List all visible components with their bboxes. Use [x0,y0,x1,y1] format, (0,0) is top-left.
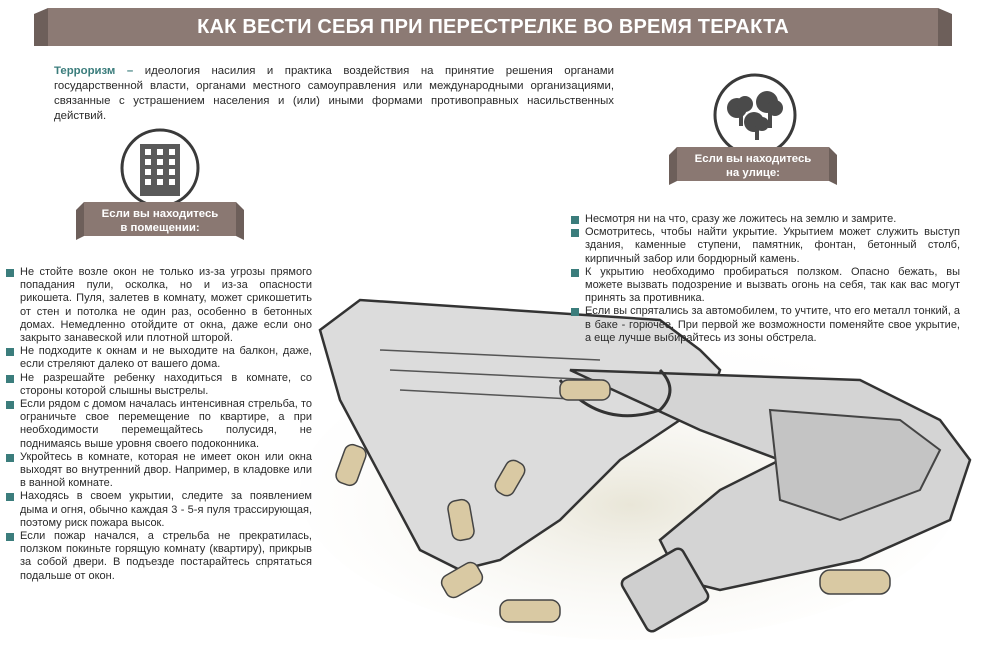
list-item: Несмотря ни на что, сразу же ложитесь на землю и замрите. [571,213,960,226]
list-item: Осмотритесь, чтобы найти укрытие. Укрытием может служить выступ здания, каменные ступени, памятник, фонтан, бетонный столб, кирпичный забор или бордюрный камень. [571,226,960,266]
outdoor-ribbon [669,147,837,185]
bullet-square-icon [6,401,14,409]
terrorism-definition [54,64,614,124]
indoor-label-line2: в помещении: [120,222,200,234]
list-item: К укрытию необходимо пробираться ползком. Опасно бежать, вы можете вызвать подозрение и вызвать огонь на себя, так как вас могут принять за противника. [571,266,960,306]
outdoor-label-line2: на улице: [726,167,780,179]
list-item: Если вы спрятались за автомобилем, то учтите, что его металл тонкий, а в баке - горючее. При первой же возможности поменяйте свое укрытие, а еще лучше выбирайтесь из зоны обстрела. [571,305,960,345]
bullet-square-icon [6,348,14,356]
trees-icon [712,72,798,158]
bullet-square-icon [571,308,579,316]
bullet-square-icon [6,375,14,383]
bullet-square-icon [6,454,14,462]
bullet-square-icon [6,493,14,501]
definition-text: идеология насилия и практика воздействия на принятие решения органами государственной власти, органами местного самоуправления или международными организациями, связанные с устрашением населения и (или) иными формами противоправных насильственных действий. [54,65,614,122]
list-item: Не разрешайте ребенку находиться в комнате, со стороны которой слышны выстрелы. [6,372,312,398]
bullet-square-icon [571,216,579,224]
list-item: Не стойте возле окон не только из-за угрозы прямого попадания пули, осколка, но и из-за опасности рикошета. Пуля, залетев в комнату, может срикошетить от стен и потолка не один раз, особенно в бетонных домах. Немедленно отойдите от окна, даже если оно закрыто занавеской или плотной шторой. [6,266,312,345]
list-item: Не подходите к окнам и не выходите на балкон, даже, если стреляют далеко от вашего дома. [6,345,312,371]
bullet-square-icon [571,269,579,277]
list-item: Если пожар начался, а стрельба не прекратилась, ползком покиньте горящую комнату (квартиру), прикрыв за собой двери. В подъезде постарайтесь спрятаться подальше от окон. [6,530,312,583]
list-item: Находясь в своем укрытии, следите за появлением дыма и огня, обычно каждая 3 - 5-я пуля трассирующая, поэтому риск пожара высок. [6,490,312,530]
list-item: Укройтесь в комнате, которая не имеет окон или окна выходят во внутренний двор. Например, в кладовке или в ванной комнате. [6,451,312,491]
list-item: Если рядом с домом началась интенсивная стрельба, то ограничьте свое перемещение по квартире, а при необходимости перемещайтесь полусидя, не поднимаясь выше уровня своего подоконника. [6,398,312,451]
outdoor-label-line1: Если вы находитесь [694,153,812,165]
definition-term: Терроризм – [54,65,134,77]
indoor-advice-list [6,266,312,583]
outdoor-advice-list [571,213,960,345]
bullet-square-icon [6,533,14,541]
bullet-square-icon [571,229,579,237]
title-band [34,8,952,46]
building-icon [120,128,200,208]
indoor-ribbon [76,202,244,240]
bullet-square-icon [6,269,14,277]
indoor-label-line1: Если вы находитесь [101,208,219,220]
page-title: КАК ВЕСТИ СЕБЯ ПРИ ПЕРЕСТРЕЛКЕ ВО ВРЕМЯ ТЕРАКТА [197,16,789,38]
